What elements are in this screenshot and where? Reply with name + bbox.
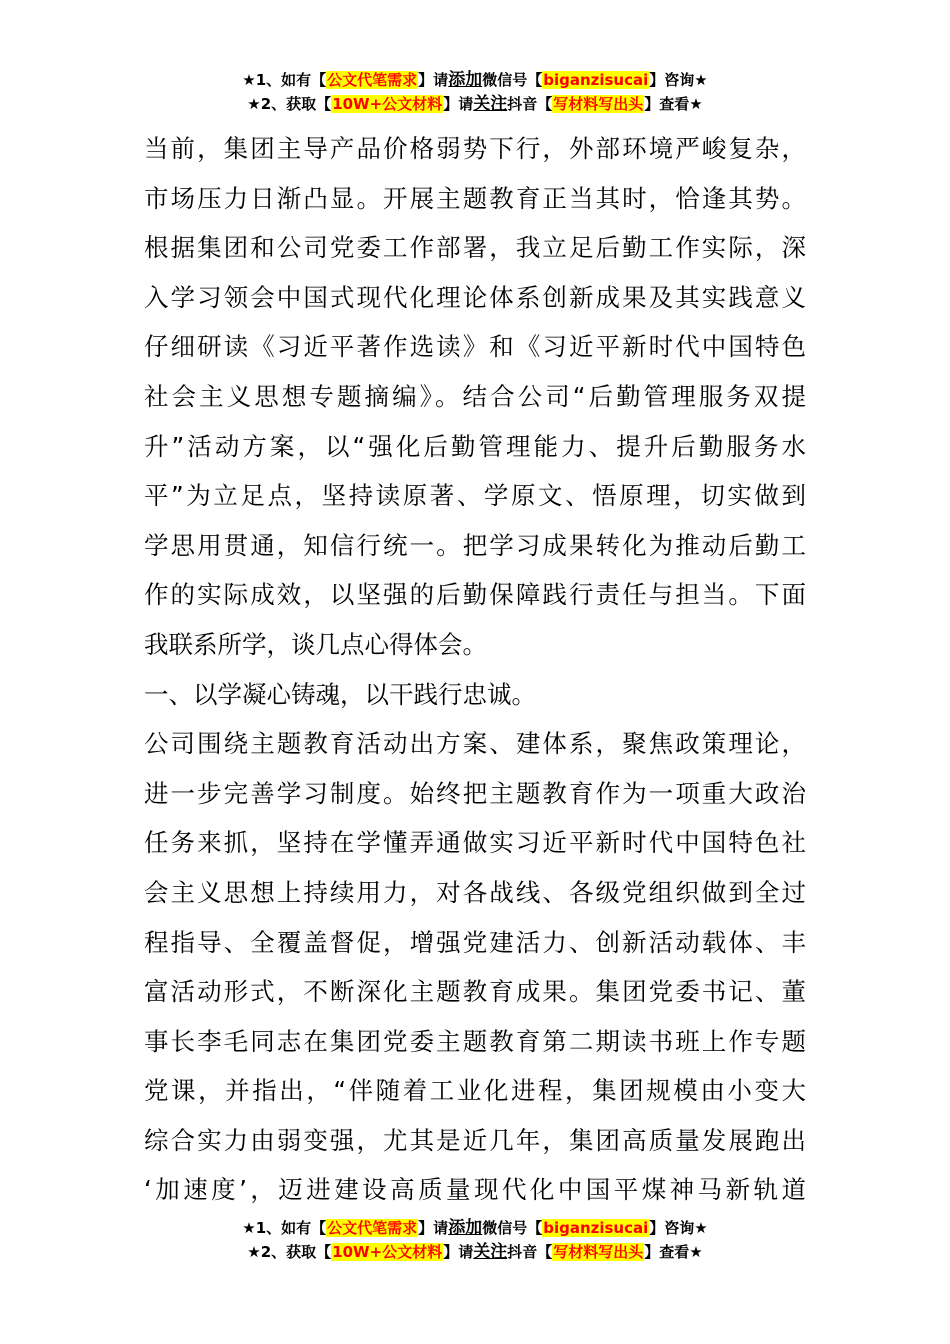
banner-text: 】请 xyxy=(443,1243,474,1261)
banner-highlight: 写材料写出头 xyxy=(553,1243,644,1261)
body-line: 任务来抓，坚持在学懂弄通做实习近平新时代中国特色社 xyxy=(144,828,806,858)
banner-text: ★1、如有【 xyxy=(242,71,327,89)
body-line: 富活动形式，不断深化主题教育成果。集团党委书记、董 xyxy=(144,977,806,1007)
body-line: 事长李毛同志在集团党委主题教育第二期读书班上作专题 xyxy=(144,1026,806,1056)
banner-text: 微信号【 xyxy=(482,1219,543,1237)
banner-line-2 xyxy=(0,1240,950,1264)
banner-highlight: 公文代笔需求 xyxy=(327,71,418,89)
banner-highlight: biganzisucai xyxy=(543,1219,649,1237)
banner-underlined-text: 添加 xyxy=(448,70,483,90)
banner-text: 】查看★ xyxy=(644,95,703,113)
body-line: 入学习领会中国式现代化理论体系创新成果及其实践意义 xyxy=(144,282,806,312)
banner-text: 抖音【 xyxy=(507,95,553,113)
body-line: 仔细研读《习近平著作选读》和《习近平新时代中国特色 xyxy=(144,332,806,362)
document-body xyxy=(144,124,806,1215)
banner-highlight: 10W+公文材料 xyxy=(332,1243,443,1261)
banner-line-2 xyxy=(0,92,950,116)
body-line: 市场压力日渐凸显。开展主题教育正当其时，恰逢其势。 xyxy=(144,183,806,213)
body-line: 升”活动方案，以“强化后勤管理能力、提升后勤服务水 xyxy=(144,431,806,461)
banner-highlight: 写材料写出头 xyxy=(553,95,644,113)
body-line: 学思用贯通，知信行统一。把学习成果转化为推动后勤工 xyxy=(144,530,806,560)
banner-text: 】请 xyxy=(418,71,449,89)
banner-underlined-text: 关注 xyxy=(473,94,508,114)
banner-text: ★1、如有【 xyxy=(242,1219,327,1237)
footer-banner xyxy=(0,1216,950,1264)
banner-text: 微信号【 xyxy=(482,71,543,89)
banner-text: 】请 xyxy=(443,95,474,113)
header-banner xyxy=(0,68,950,116)
body-line: 公司围绕主题教育活动出方案、建体系，聚焦政策理论， xyxy=(144,729,806,759)
section-heading: 一、以学凝心铸魂，以干践行忠诚。 xyxy=(144,679,536,709)
body-line: 会主义思想上持续用力，对各战线、各级党组织做到全过 xyxy=(144,877,806,907)
body-line: 平”为立足点，坚持读原著、学原文、悟原理，切实做到 xyxy=(144,481,806,511)
body-line: 根据集团和公司党委工作部署，我立足后勤工作实际，深 xyxy=(144,233,806,263)
body-line: 综合实力由弱变强，尤其是近几年，集团高质量发展跑出 xyxy=(144,1125,806,1155)
banner-text: 】咨询★ xyxy=(649,71,708,89)
banner-underlined-text: 添加 xyxy=(448,1218,483,1238)
body-line: 程指导、全覆盖督促，增强党建活力、创新活动载体、丰 xyxy=(144,927,806,957)
banner-underlined-text: 关注 xyxy=(473,1242,508,1262)
banner-highlight: biganzisucai xyxy=(543,71,649,89)
banner-highlight: 10W+公文材料 xyxy=(332,95,443,113)
body-line: 我联系所学，谈几点心得体会。 xyxy=(144,629,487,659)
body-line: 当前，集团主导产品价格弱势下行，外部环境严峻复杂， xyxy=(144,134,806,163)
banner-text: 】查看★ xyxy=(644,1243,703,1261)
body-line: 进一步完善学习制度。始终把主题教育作为一项重大政治 xyxy=(144,778,806,808)
banner-text: 抖音【 xyxy=(507,1243,553,1261)
banner-highlight: 公文代笔需求 xyxy=(327,1219,418,1237)
body-line: ‘加速度’，迈进建设高质量现代化中国平煤神马新轨道 xyxy=(144,1175,806,1205)
banner-line-1 xyxy=(0,1216,950,1240)
banner-text: ★2、获取【 xyxy=(247,1243,332,1261)
banner-text: 】咨询★ xyxy=(649,1219,708,1237)
body-line: 社会主义思想专题摘编》。结合公司“后勤管理服务双提 xyxy=(144,381,806,411)
banner-line-1 xyxy=(0,68,950,92)
banner-text: ★2、获取【 xyxy=(247,95,332,113)
body-line: 作的实际成效，以坚强的后勤保障践行责任与担当。下面 xyxy=(144,580,806,610)
body-line: 党课，并指出，“伴随着工业化进程，集团规模由小变大 xyxy=(144,1076,806,1106)
banner-text: 】请 xyxy=(418,1219,449,1237)
